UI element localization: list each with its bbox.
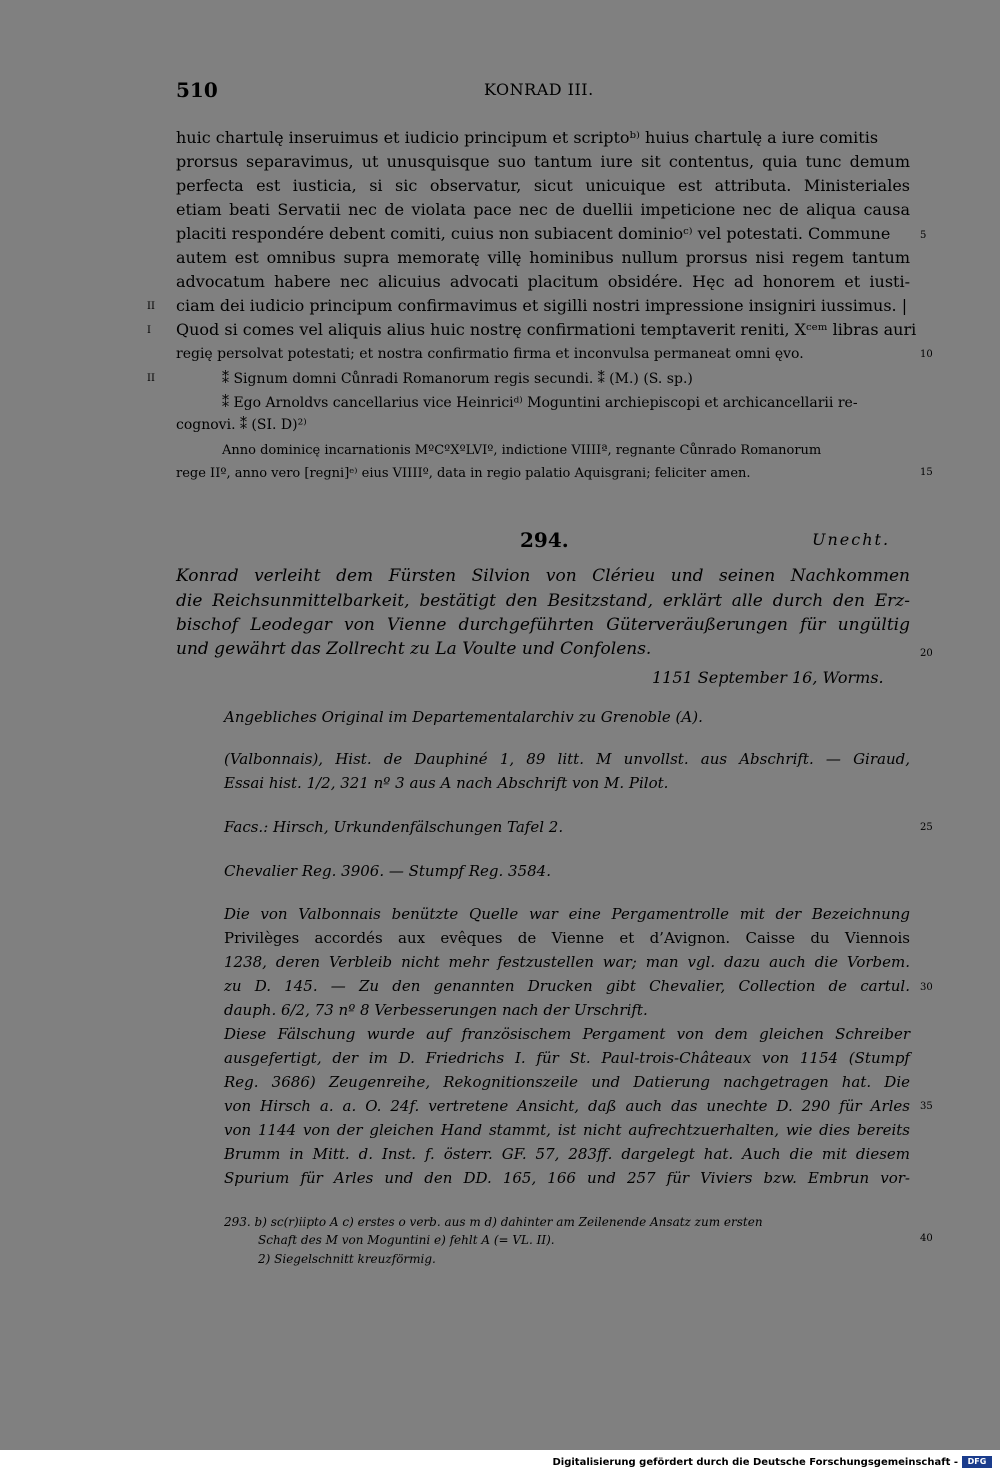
text-line: cognovi. ⁑ (SI. D)²⁾	[176, 417, 307, 433]
footnote-line: Schaft des M von Moguntini e) fehlt A (= VL. II).	[258, 1233, 555, 1247]
line-number: 35	[920, 1101, 933, 1112]
text-line: etiam beati Servatii nec de violata pace nec de duellii impeticione nec de aliqua causa	[176, 200, 910, 219]
regest-line: die Reichsunmittelbarkeit, bestätigt den Besitzstand, erklärt alle durch den Erz-	[176, 591, 910, 611]
remark-line: Brumm in Mitt. d. Inst. f. österr. GF. 57, 283ff. dargelegt hat. Auch die mit diesem	[224, 1145, 910, 1163]
line-number: 5	[920, 230, 927, 241]
editions-line: (Valbonnais), Hist. de Dauphiné 1, 89 litt. M unvollst. aus Abschrift. — Giraud,	[224, 750, 910, 768]
document-number: 294.	[520, 528, 569, 552]
margin-mark: I	[147, 325, 151, 336]
tradition-original: Angebliches Original im Departementalarchiv zu Grenoble (A).	[224, 708, 703, 726]
remark-line: 1238, deren Verbleib nicht mehr festzustellen war; man vgl. dazu auch die Vorbem.	[224, 953, 910, 971]
remark-line: dauph. 6/2, 73 nº 8 Verbesserungen nach der Urschrift.	[224, 1001, 648, 1019]
dfg-logo: DFG	[962, 1456, 992, 1468]
line-number: 40	[920, 1233, 933, 1244]
line-number: 20	[920, 648, 933, 659]
remark-line: ausgefertigt, der im D. Friedrichs I. für St. Paul-trois-Châteaux von 1154 (Stumpf	[224, 1049, 910, 1067]
text-line: huic chartulę inseruimus et iudicio principum et scriptoᵇ⁾ huius chartulę a iure comitis	[176, 128, 879, 147]
text-line: autem est omnibus supra memoratę villę hominibus nullum prorsus nisi regem tantum	[176, 248, 910, 267]
margin-mark: II	[147, 373, 155, 384]
text-line: perfecta est iusticia, si sic observatur, sicut unicuique est attributa. Ministeriales	[176, 176, 910, 195]
funding-credit: Digitalisierung gefördert durch die Deutsche Forschungsgemeinschaft -	[552, 1457, 958, 1468]
regest-line: bischof Leodegar von Vienne durchgeführten Güterveräußerungen für ungültig	[176, 615, 910, 635]
editions-line: Essai hist. 1/2, 321 nº 3 aus A nach Abschrift von M. Pilot.	[224, 774, 669, 792]
text-line: placiti respondére debent comiti, cuius non subiacent dominioᶜ⁾ vel potestati. Commune	[176, 224, 891, 243]
page-number: 510	[176, 78, 218, 102]
remark-line: Reg. 3686) Zeugenreihe, Rekognitionszeile und Datierung nachgetragen hat. Die	[224, 1073, 910, 1091]
regest-line: und gewährt das Zollrecht zu La Voulte und Confolens.	[176, 639, 652, 659]
dating-line: rege IIº, anno vero [regni]ᵉ⁾ eius VIIIIº, data in regio palatio Aquisgrani; feliciter amen.	[176, 466, 751, 481]
authenticity-label: Unecht.	[812, 530, 891, 549]
line-number: 30	[920, 982, 933, 993]
remark-line: zu D. 145. — Zu den genannten Drucken gibt Chevalier, Collection de cartul.	[224, 977, 910, 995]
margin-mark: II	[147, 301, 155, 312]
facsimile-line: Facs.: Hirsch, Urkundenfälschungen Tafel 2.	[224, 818, 564, 836]
text-line: Quod si comes vel aliquis alius huic nostrę confirmationi temptaverit reniti, Xᶜᵉᵐ libras auri	[176, 320, 917, 339]
text-line: prorsus separavimus, ut unusquisque suo tantum iure sit contentus, quia tunc demum	[176, 152, 910, 171]
regesta-line: Chevalier Reg. 3906. — Stumpf Reg. 3584.	[224, 862, 551, 880]
date-place: 1151 September 16, Worms.	[652, 668, 884, 687]
text-line: advocatum habere nec alicuius advocati placitum obsidére. Hęc ad honorem et iusti-	[176, 272, 910, 291]
line-number: 15	[920, 467, 933, 478]
footnote-line: 2) Siegelschnitt kreuzförmig.	[258, 1252, 436, 1266]
signum-line: ⁑ Signum domni Cůnradi Romanorum regis secundi. ⁑ (M.) (S. sp.)	[222, 371, 693, 387]
text-line: regię persolvat potestati; et nostra confirmatio firma et inconvulsa permaneat omni ęvo.	[176, 346, 804, 362]
remark-line: Diese Fälschung wurde auf französischem Pergament von dem gleichen Schreiber	[224, 1025, 910, 1043]
dating-line: Anno dominicę incarnationis MºCºXºLVIº, indictione VIIIIª, regnante Cůnrado Romanorum	[222, 443, 822, 458]
remark-line: Die von Valbonnais benützte Quelle war eine Pergamentrolle mit der Bezeichnung	[224, 905, 910, 923]
text-line: ciam dei iudicio principum confirmavimus et sigilli nostri impressione insigniri iussimus. |	[176, 296, 908, 315]
regest-line: Konrad verleiht dem Fürsten Silvion von Clérieu und seinen Nachkommen	[176, 566, 910, 586]
line-number: 25	[920, 822, 933, 833]
remark-line: Spurium für Arles und den DD. 165, 166 und 257 für Viviers bzw. Embrun vor-	[224, 1169, 910, 1187]
remark-line: Privilèges accordés aux evêques de Vienne et d’Avignon. Caisse du Viennois	[224, 929, 910, 947]
footer-bar	[0, 1450, 1000, 1473]
remark-line: von Hirsch a. a. O. 24f. vertretene Ansicht, daß auch das unechte D. 290 für Arles	[224, 1097, 910, 1115]
footnote-line: 293. b) sc(r)iipto A c) erstes o verb. aus m d) dahinter am Zeilenende Ansatz zum ersten	[224, 1215, 763, 1229]
remark-line: von 1144 von der gleichen Hand stammt, ist nicht aufrechtzuerhalten, wie dies bereits	[224, 1121, 910, 1139]
line-number: 10	[920, 349, 933, 360]
recognition-line: ⁑ Ego Arnoldvs cancellarius vice Heinriciᵈ⁾ Moguntini archiepiscopi et archicancellarii re-	[222, 395, 858, 411]
running-title: KONRAD III.	[484, 80, 594, 99]
